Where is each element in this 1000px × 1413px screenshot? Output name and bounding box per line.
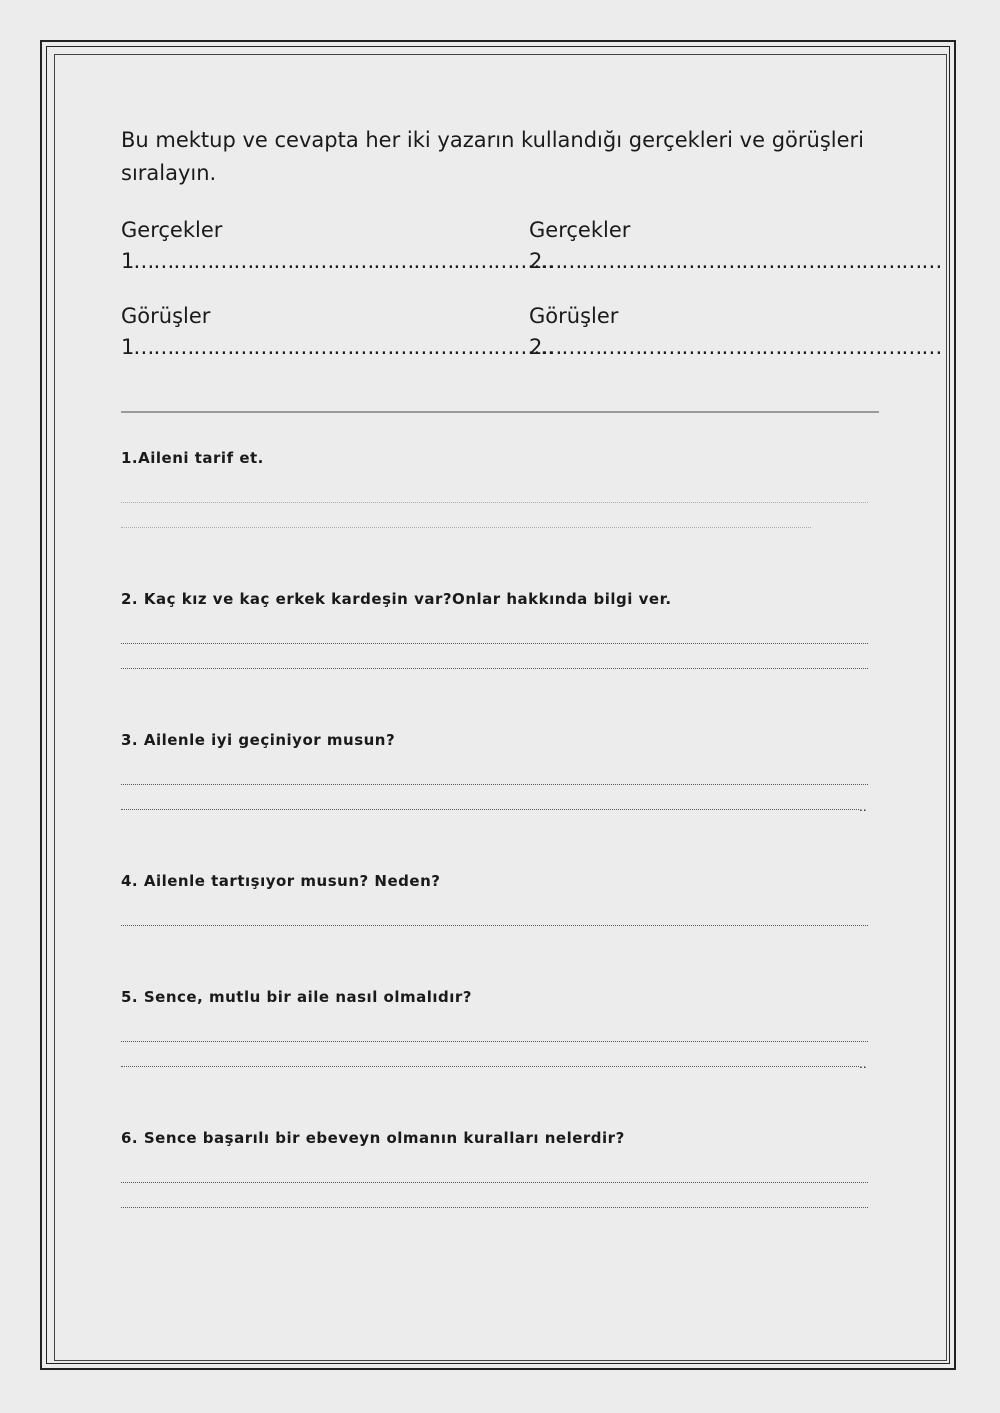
opinions-right-heading: Görüşler <box>529 304 619 328</box>
opinions-left <box>121 301 554 363</box>
answer-line-5b[interactable] <box>121 1066 859 1067</box>
question-3: 3. Ailenle iyi geçiniyor musun? <box>121 731 396 749</box>
instruction-section <box>121 124 881 190</box>
instruction-text: Bu mektup ve cevapta her iki yazarın kullandığı gerçekleri ve görüşleri sıralayın. <box>121 128 864 185</box>
answer-line-1b[interactable] <box>121 527 811 528</box>
opinions-right <box>529 301 942 363</box>
answer-line-2a[interactable] <box>121 643 868 644</box>
question-1: 1.Aileni tarif et. <box>121 449 264 467</box>
question-4: 4. Ailenle tartışıyor musun? Neden? <box>121 872 441 890</box>
answer-line-5b-suffix: .. <box>859 1057 867 1071</box>
facts-right-answer-line[interactable]: 2…………………………………………………… <box>529 249 942 273</box>
facts-left-answer-line[interactable]: 1……………………………………………………… <box>121 249 554 273</box>
answer-line-3b[interactable] <box>121 809 859 810</box>
facts-left <box>121 215 554 277</box>
section-divider <box>121 411 879 413</box>
opinions-left-heading: Görüşler <box>121 304 211 328</box>
answer-line-4a[interactable] <box>121 925 868 926</box>
answer-line-3b-suffix: .. <box>859 800 867 814</box>
question-5: 5. Sence, mutlu bir aile nasıl olmalıdır? <box>121 988 473 1006</box>
opinions-left-answer-line[interactable]: 1……………………………………………………… <box>121 335 554 359</box>
answer-line-6a[interactable] <box>121 1182 868 1183</box>
opinions-right-answer-line[interactable]: 2…………………………………………………… <box>529 335 942 359</box>
answer-line-6b[interactable] <box>121 1207 868 1208</box>
answer-line-5a[interactable] <box>121 1041 868 1042</box>
facts-right-heading: Gerçekler <box>529 218 631 242</box>
facts-right <box>529 215 942 277</box>
question-6: 6. Sence başarılı bir ebeveyn olmanın kuralları nelerdir? <box>121 1129 625 1147</box>
answer-line-1a[interactable] <box>121 502 868 503</box>
question-2: 2. Kaç kız ve kaç erkek kardeşin var?Onlar hakkında bilgi ver. <box>121 590 672 608</box>
answer-line-3a[interactable] <box>121 784 868 785</box>
facts-left-heading: Gerçekler <box>121 218 223 242</box>
answer-line-2b[interactable] <box>121 668 868 669</box>
